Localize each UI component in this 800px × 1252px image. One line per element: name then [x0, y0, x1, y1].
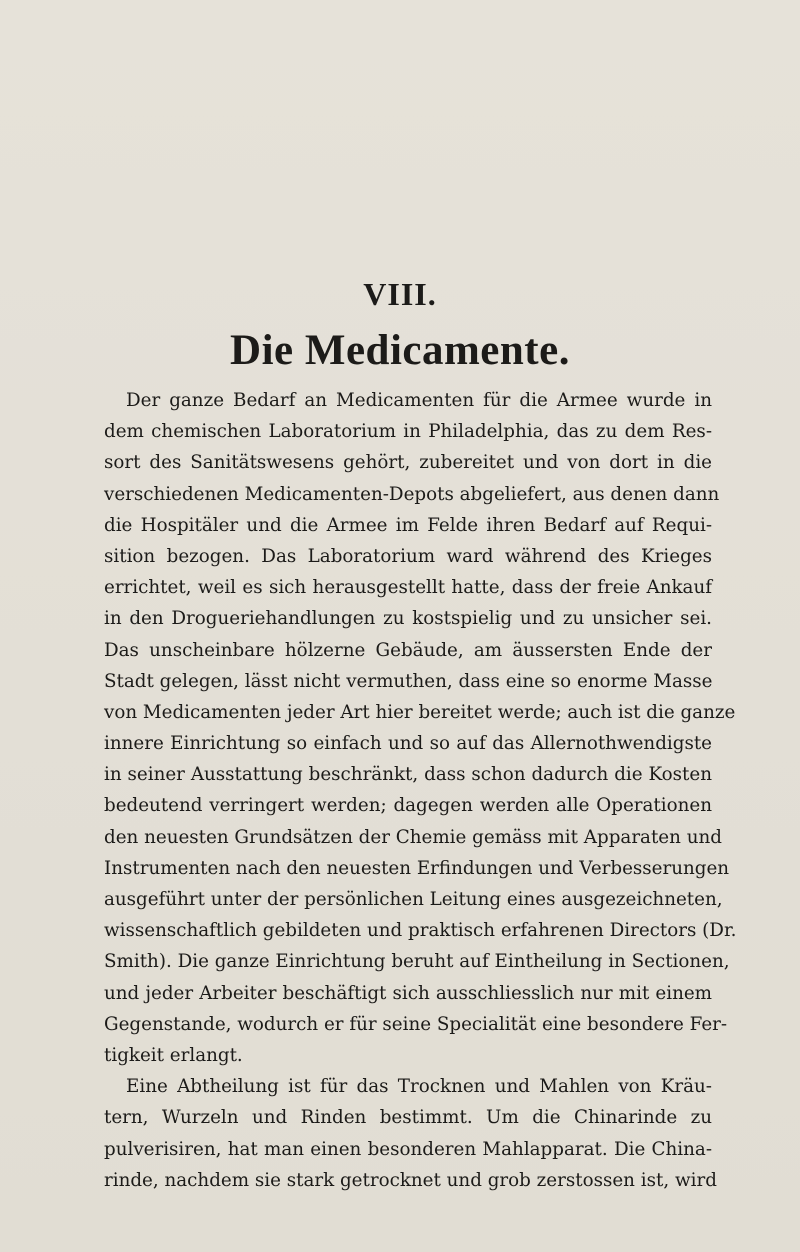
- body-text: [104, 385, 737, 1196]
- text-line: rinde, nachdem sie stark getrocknet und grob zerstossen ist, wird: [104, 1169, 717, 1191]
- text-line: in seiner Ausstattung beschränkt, dass schon dadurch die Kosten: [104, 764, 712, 786]
- text-line: Das unscheinbare hölzerne Gebäude, am äussersten Ende der: [104, 639, 712, 661]
- text-line: Der ganze Bedarf an Medicamenten für die Armee wurde in: [126, 390, 712, 411]
- text-line: Stadt gelegen, lässt nicht vermuthen, dass eine so enorme Masse: [104, 670, 713, 692]
- text-line: errichtet, weil es sich herausgestellt hatte, dass der freie Ankauf: [104, 577, 712, 599]
- text-line: tigkeit erlangt.: [104, 1044, 243, 1066]
- text-line: dem chemischen Laboratorium in Philadelphia, das zu dem Res-: [104, 421, 712, 443]
- text-line: von Medicamenten jeder Art hier bereitet werde; auch ist die ganze: [104, 701, 736, 723]
- text-line: die Hospitäler und die Armee im Felde ihren Bedarf auf Requi-: [104, 514, 712, 536]
- text-line: pulverisiren, hat man einen besonderen Mahlapparat. Die China-: [104, 1138, 712, 1160]
- text-line: Smith). Die ganze Einrichtung beruht auf Eintheilung in Sectionen,: [104, 951, 730, 973]
- chapter-title: Die Medicamente.: [230, 327, 570, 374]
- text-line: bedeutend verringert werden; dagegen werden alle Operationen: [104, 795, 712, 817]
- text-line: und jeder Arbeiter beschäftigt sich ausschliesslich nur mit einem: [104, 982, 712, 1004]
- text-line: innere Einrichtung so einfach und so auf das Allernothwendigste: [104, 733, 712, 755]
- text-line: ausgeführt unter der persönlichen Leitung eines ausgezeichneten,: [104, 889, 723, 910]
- text-line: sort des Sanitätswesens gehört, zubereitet und von dort in die: [104, 452, 712, 474]
- text-line: den neuesten Grundsätzen der Chemie gemäss mit Apparaten und: [104, 826, 722, 848]
- text-line: tern, Wurzeln und Rinden bestimmt. Um die Chinarinde zu: [104, 1107, 712, 1129]
- text-line: Instrumenten nach den neuesten Erfindungen und Verbesserungen: [104, 857, 730, 879]
- text-line: verschiedenen Medicamenten-Depots abgeliefert, aus denen dann: [104, 483, 720, 505]
- text-line: sition bezogen. Das Laboratorium ward während des Krieges: [104, 545, 712, 567]
- text-line: in den Drogueriehandlungen zu kostspielig und zu unsicher sei.: [104, 608, 712, 630]
- text-line: Eine Abtheilung ist für das Trocknen und Mahlen von Kräu-: [126, 1076, 712, 1098]
- chapter-number: VIII.: [363, 276, 437, 312]
- text-line: wissenschaftlich gebildeten und praktisch erfahrenen Directors (Dr.: [104, 920, 737, 942]
- text-line: Gegenstande, wodurch er für seine Specialität eine besondere Fer-: [104, 1013, 728, 1035]
